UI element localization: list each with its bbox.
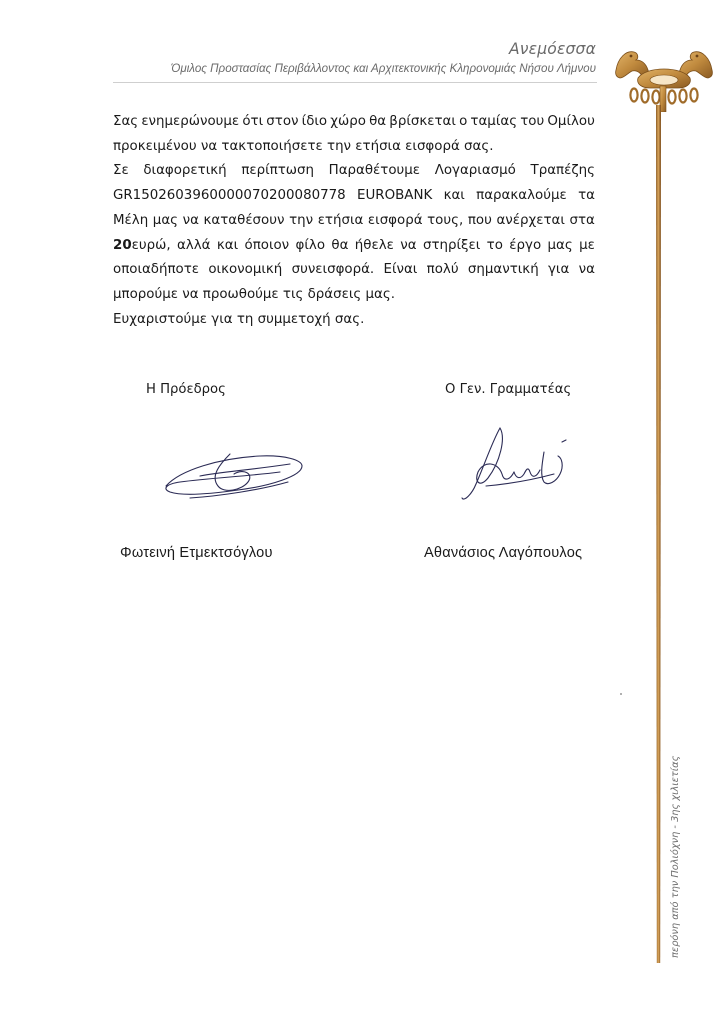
fee-amount: 20 (113, 237, 132, 253)
body-line-7: οποιαδήποτε οικονομική συνεισφορά. Είναι πολύ σημαντική για να (113, 262, 595, 278)
organization-subtitle: Όμιλος Προστασίας Περιβάλλοντος και Αρχιτεκτονικής Κληρονομιάς Νήσου Λήμνου (171, 62, 596, 75)
pin-caption: περόνη από την Πολιόχνη - 3ης χιλιετίας (670, 755, 681, 958)
body-line-9-thanks: Ευχαριστούμε για τη συμμετοχή σας. (113, 311, 365, 327)
body-line-4-bank-account: GR1502603960000070200080778 EUROBANK και παρακαλούμε τα (113, 184, 595, 209)
organization-name: Ανεμόεσσα (508, 40, 596, 58)
president-signature (160, 446, 310, 504)
bank-name: EUROBANK (357, 188, 433, 204)
president-title: Η Πρόεδρος (146, 382, 226, 397)
iban: GR1502603960000070200080778 (113, 188, 346, 204)
secretary-name: Αθανάσιος Λαγόπουλος (424, 545, 583, 561)
letterhead (171, 40, 596, 75)
body-line-5: Μέλη μας να καταθέσουν την ετήσια εισφορά τους, που ανέρχεται στα (113, 212, 595, 228)
header-divider (113, 82, 597, 83)
body-line-1: Σας ενημερώνουμε ότι στον ίδιο χώρο θα βρίσκεται ο ταμίας του Ομίλου (113, 114, 595, 129)
president-name: Φωτεινή Ετμεκτσόγλου (120, 545, 273, 561)
secretary-title: Ο Γεν. Γραμματέας (445, 382, 572, 397)
secretary-signature (458, 422, 578, 508)
body-line-6: 20ευρώ, αλλά και όποιον φίλο θα ήθελε να στηρίξει το έργο μας με (113, 237, 595, 253)
body-line-2: προκειμένου να τακτοποιήσετε την ετήσια εισφορά σας. (113, 138, 494, 154)
body-line-3: Σε διαφορετική περίπτωση Παραθέτουμε Λογαριασμό Τραπέζης (113, 163, 595, 179)
pin-shaft-icon (655, 105, 662, 963)
bronze-age-pin-emblem-icon (612, 40, 716, 112)
stray-dot (620, 693, 622, 695)
body-line-8: μπορούμε να προωθούμε τις δράσεις μας. (113, 286, 395, 302)
letter-body (113, 110, 595, 332)
